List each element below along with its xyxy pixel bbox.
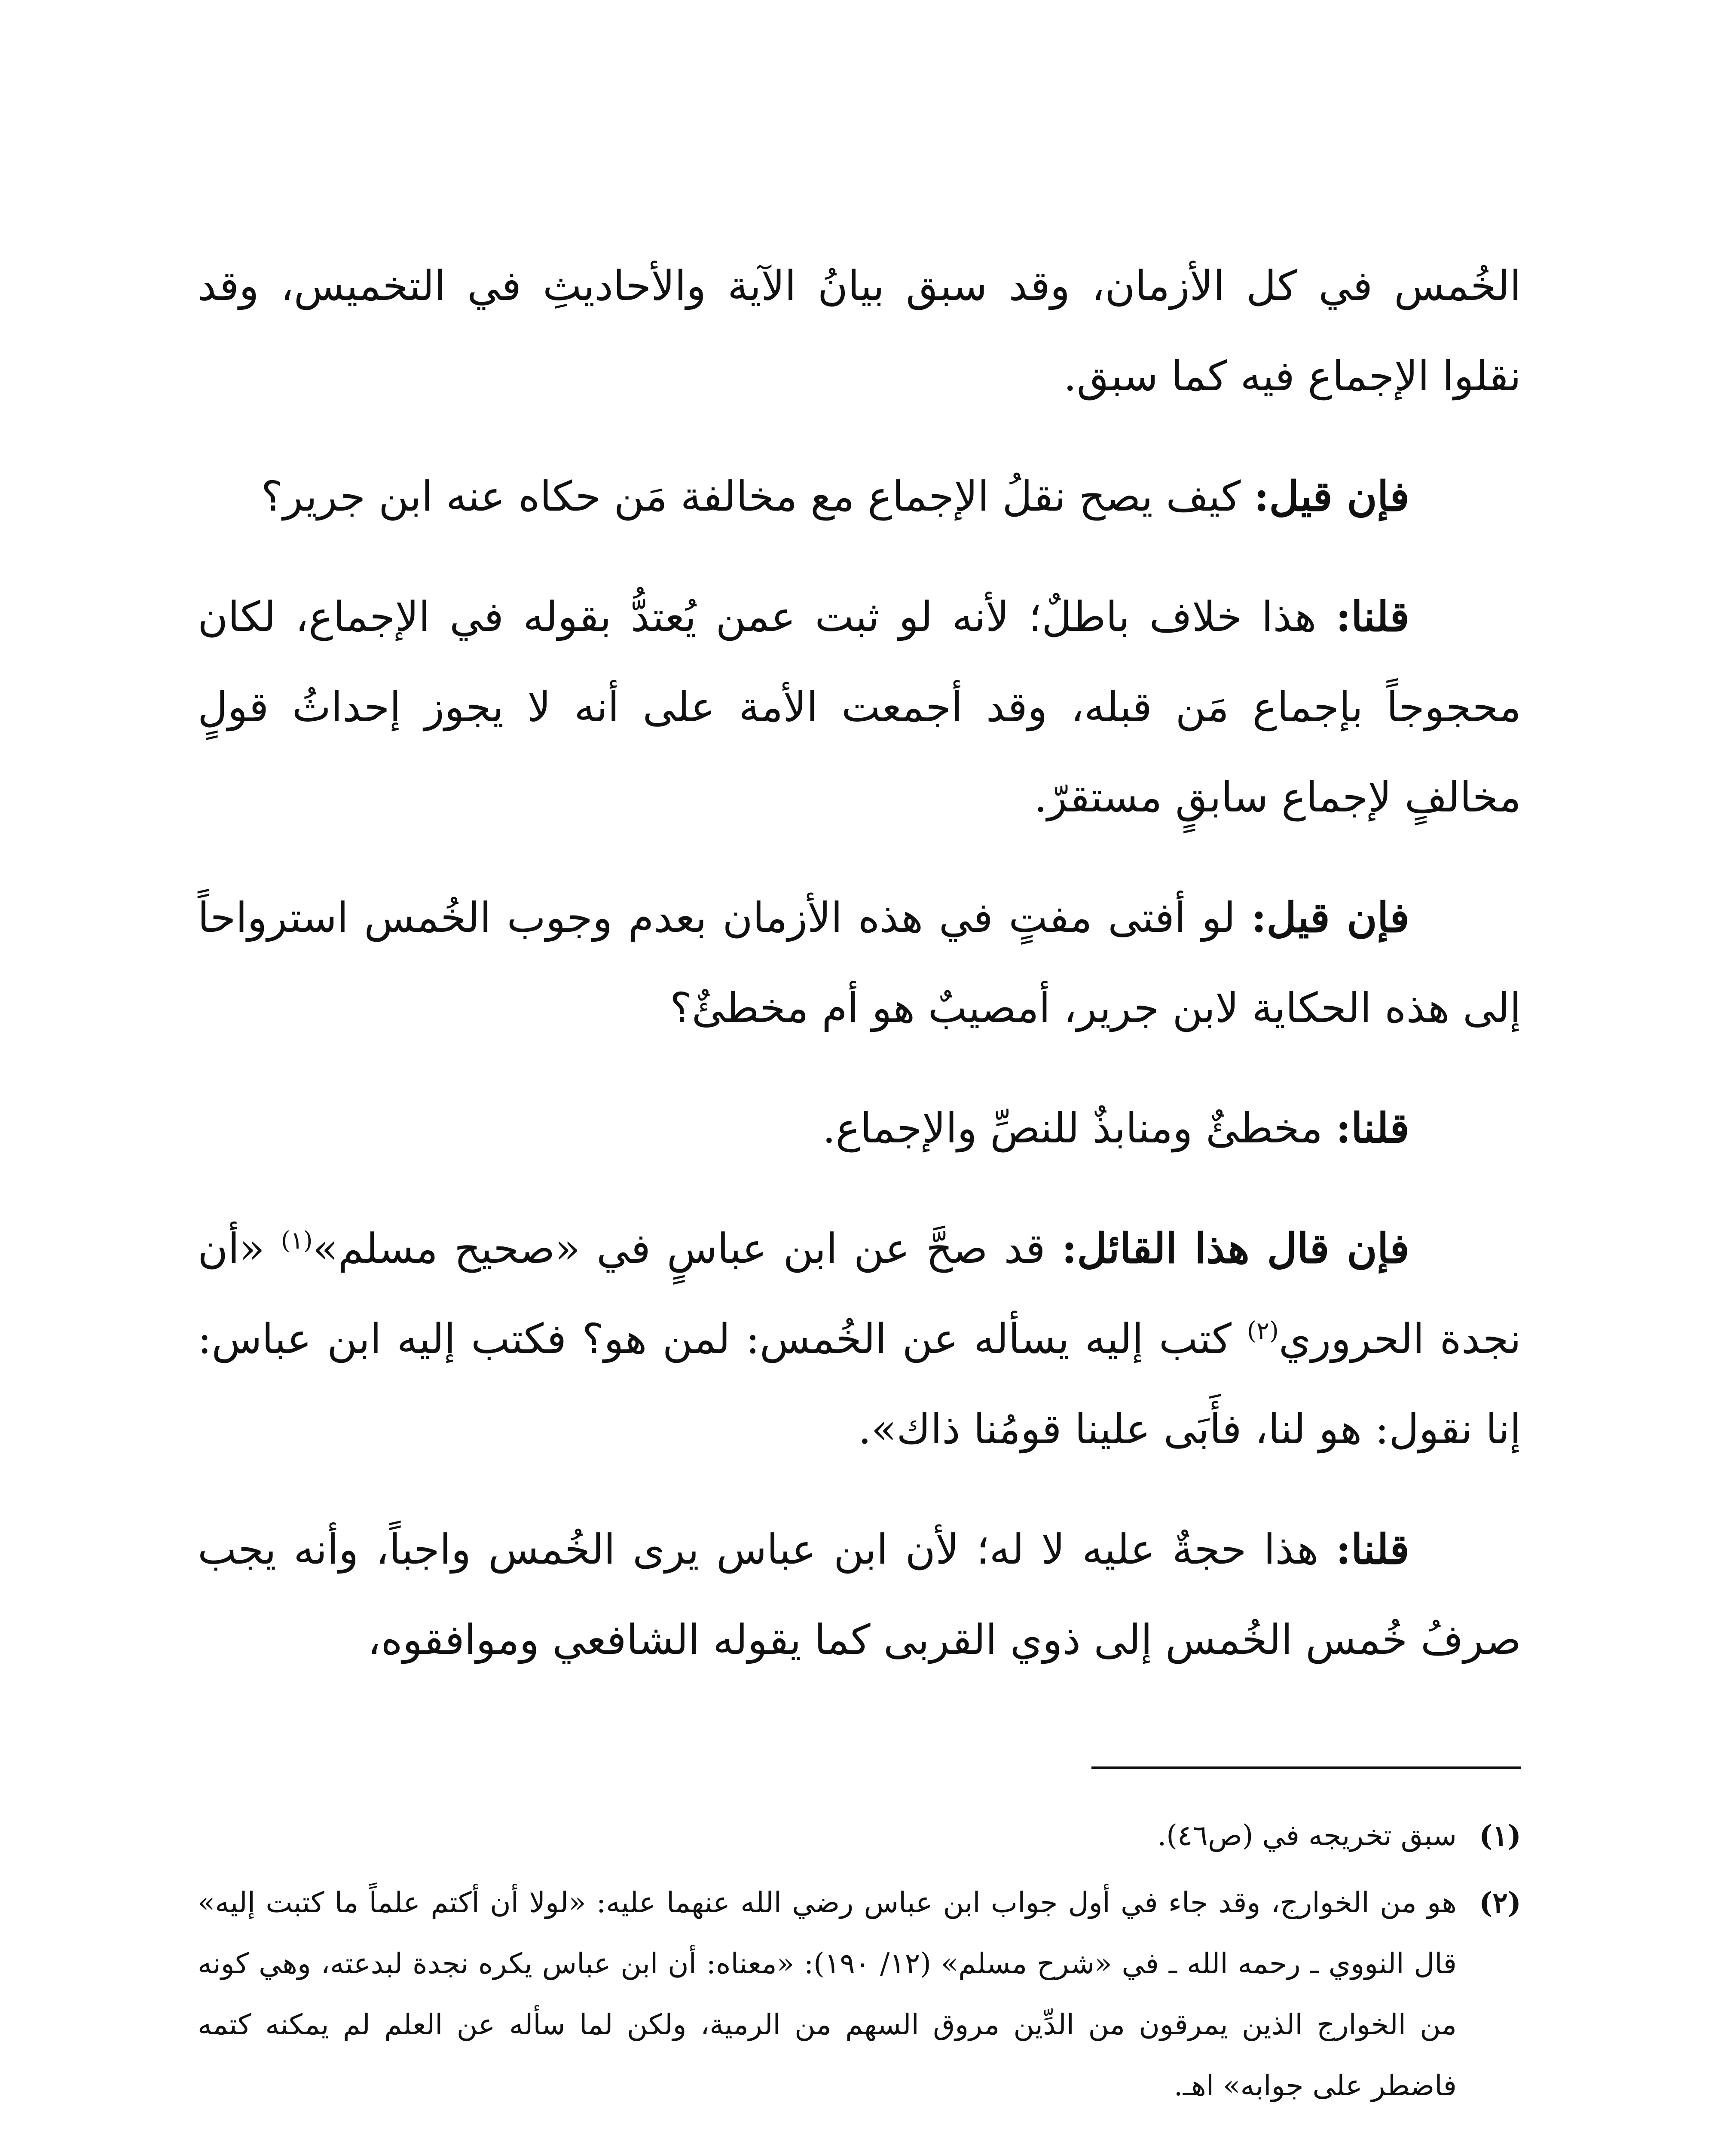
footnote-1-number: (١) (1479, 1819, 1521, 1852)
paragraph-7-lead: قلنا: (1336, 1525, 1409, 1573)
paragraph-6-text-a: قد صحَّ عن ابن عباسٍ في «صحيح مسلم» (312, 1225, 1062, 1273)
footnote-2-text: هو من الخوارج، وقد جاء في أول جواب ابن عباس رضي الله عنهما عليه: «لولا أن أكتم علماً ما كتبت إليه» قال النووي ـ رحمه الله ـ في «شرح مسلم» (١٢/ ١٩٠): «معناه: أن ابن عباس يكره نجدة لبدعته، وهي كونه من الخوارج الذين يمرقون من الدِّين مروق السهم من الرمية، ولكن لما سأله عن العلم لم يمكنه كتمه فاضطر على جوابه» اهـ. (198, 1886, 1457, 2102)
paragraph-5-lead: قلنا: (1336, 1104, 1409, 1152)
paragraph-4-lead: فإن قيل: (1251, 893, 1410, 942)
paragraph-5 (198, 1083, 1521, 1173)
paragraph-6-lead: فإن قال هذا القائل: (1061, 1224, 1410, 1273)
paragraph-5-text: مخطئٌ ومنابذٌ للنصِّ والإجماع. (822, 1104, 1336, 1152)
paragraph-7-text: هذا حجةٌ عليه لا له؛ لأن ابن عباس يرى الخُمس واجباً، وأنه يجب صرفُ خُمس الخُمس إلى ذوي القربى كما يقوله الشافعي وموافقوه، (198, 1525, 1521, 1664)
paragraph-3-text: هذا خلاف باطلٌ؛ لأنه لو ثبت عمن يُعتدُّ بقوله في الإجماع، لكان محجوجاً بإجماع مَن قبله، وقد أجمعت الأمة على أنه لا يجوز إحداثُ قولٍ مخالفٍ لإجماع سابقٍ مستقرّ. (198, 593, 1521, 821)
footnote-ref-2[interactable]: (٢) (1247, 1317, 1279, 1345)
paragraph-3-lead: قلنا: (1336, 592, 1409, 641)
paragraph-6-text-b: «أن نجدة الحروري (198, 1225, 1522, 1363)
paragraph-6-text-c: كتب إليه يسأله عن الخُمس: لمن هو؟ فكتب إليه ابن عباس: إنا نقول: هو لنا، فأَبَى علينا قومُنا ذاك». (198, 1315, 1521, 1453)
footnotes (198, 1805, 1521, 2122)
footnote-ref-1[interactable]: (١) (281, 1227, 313, 1255)
footnote-1-text: سبق تخريجه في (ص٤٦). (1157, 1819, 1457, 1852)
footnote-2-number: (٢) (1479, 1886, 1521, 1919)
footnote-divider (1091, 1766, 1521, 1769)
paragraph-2-text: كيف يصح نقلُ الإجماع مع مخالفة مَن حكاه عنه ابن جرير؟ (261, 472, 1254, 520)
paragraph-4 (198, 872, 1521, 1053)
paragraph-1 (198, 241, 1521, 421)
footnote-2 (198, 1872, 1521, 2116)
paragraph-1-text: الخُمس في كل الأزمان، وقد سبق بيانُ الآية والأحاديثِ في التخميس، وقد نقلوا الإجماع فيه كما سبق. (198, 262, 1521, 400)
paragraph-2 (198, 451, 1521, 542)
paragraph-2-lead: فإن قيل: (1253, 472, 1409, 520)
paragraph-6 (198, 1203, 1521, 1474)
paragraph-4-text: لو أفتى مفتٍ في هذه الأزمان بعدم وجوب الخُمس استرواحاً إلى هذه الحكاية لابن جرير، أمصيبٌ هو أم مخطئٌ؟ (198, 894, 1521, 1032)
main-text (198, 241, 1521, 1715)
footnote-1 (198, 1805, 1521, 1866)
paragraph-7 (198, 1504, 1521, 1685)
paragraph-3 (198, 572, 1521, 842)
